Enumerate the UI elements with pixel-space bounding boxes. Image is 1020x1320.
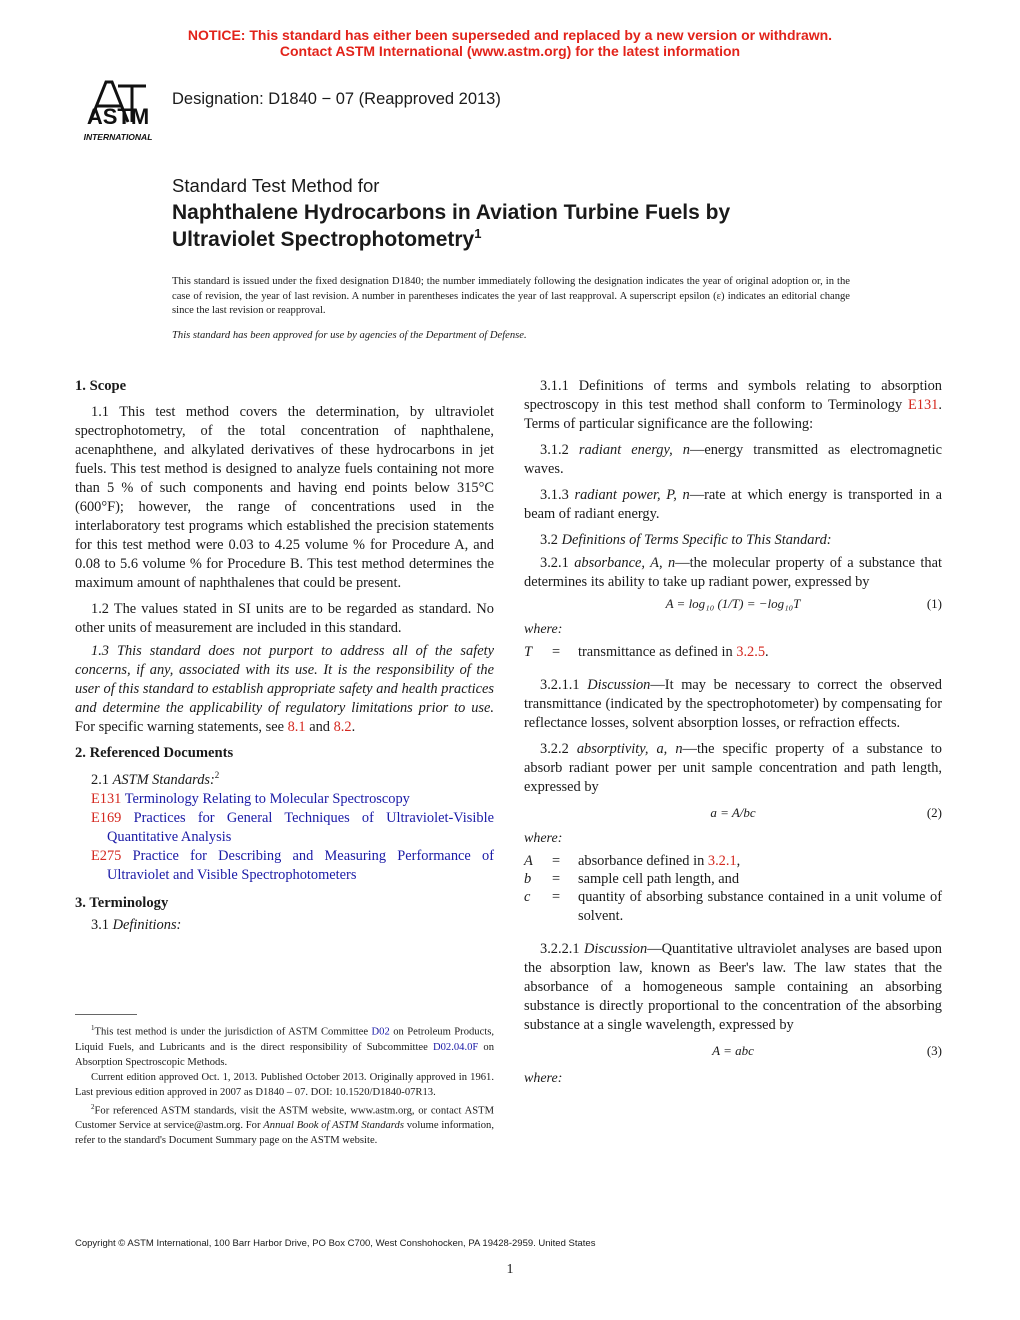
title-footnote-marker[interactable]: 1: [474, 226, 482, 241]
link-3-2-5[interactable]: 3.2.5: [736, 644, 766, 660]
link-d02-04-0f[interactable]: D02.04.0F: [432, 1041, 479, 1053]
link-d02[interactable]: D02: [371, 1026, 390, 1038]
link-8-1[interactable]: 8.1: [287, 719, 306, 735]
right-column: [524, 377, 942, 1088]
para-3-2: 3.2 Definitions of Terms Specific to This Standard:: [540, 532, 832, 548]
para-3-1-3: 3.1.3 radiant power, P, n—rate at which energy is transported in a beam of radiant energy.: [524, 487, 942, 522]
def-b: b = sample cell path length, and: [524, 871, 740, 887]
defense-note: This standard has been approved for use by agencies of the Department of Defense.: [172, 330, 527, 341]
para-3-1: 3.1 Definitions:: [91, 916, 182, 933]
def-c: c = quantity of absorbing substance contained in a unit volume of solvent.: [524, 889, 942, 924]
title-line-2: Naphthalene Hydrocarbons in Aviation Turbine Fuels by: [172, 201, 731, 224]
ref-e169[interactable]: E169 Practices for General Techniques of Ultraviolet-Visible Quantitative Analysis: [91, 809, 494, 845]
footnotes: [75, 1021, 494, 1148]
notice-line-2: Contact ASTM International (www.astm.org) for the latest information: [279, 43, 741, 59]
page-number: 1: [506, 1262, 514, 1277]
standard-note: This standard is issued under the fixed designation D1840; the number immediately following the designation indicates the year of original adoption or, in the case of revision, the year of last revision. A number in parentheses indicates the year of last reapproval. A superscript epsilon (ε) indicates an editorial change since the last revision or reapproval.: [172, 276, 850, 316]
logo-text: INTERNATIONAL: [83, 132, 153, 142]
para-1-1: 1.1 This test method covers the determination, by ultraviolet spectrophotometry, of the total concentration of naphthalene, acenaphthene, and alkylated derivatives of these hydrocarbons in jet fuels. This test method is designed to analyze fuels containing not more than 5 % of such components and having end points below 315°C (600°F); however, the range of concentrations used in the interlaboratory test programs which established the precision statements for this test method were 0.03 to 4.25 volume % for Procedure A, and 0.08 to 5.6 volume % for Procedure B. This test method determines the maximum amount of naphthalenes that could be present.: [75, 404, 494, 591]
footnote-2: $^2$For referenced ASTM standards, visit the ASTM website, www.astm.org, or contact ASTM Customer Service at service@astm.org. For Annual Book of ASTM Standards volume information, refer to the standard's Document Summary page on the ASTM website.: [75, 1102, 494, 1147]
link-3-2-1[interactable]: 3.2.1: [707, 853, 737, 869]
def-T: T = transmittance as defined in 3.2.5.: [524, 644, 769, 660]
refdocs-heading: 2. Referenced Documents: [75, 745, 234, 761]
equation-1: A = log₁₀ (1/T) = −log₁₀T (1): [665, 596, 942, 611]
para-1-2: 1.2 The values stated in SI units are to be regarded as standard. No other units of measurement are included in this standard.: [75, 601, 494, 636]
para-3-2-2-1: 3.2.2.1 Discussion—Quantitative ultraviolet analyses are based upon the absorption law, known as Beer's law. The law states that the absorbance of a homogeneous sample containing an absorbing substance is directly proportional to the concentration of the absorbing substance at a single wavelength, expressed by: [524, 941, 942, 1033]
footnote-1: $^1$This test method is under the jurisdiction of ASTM Committee D02 on Petroleum Products, Liquid Fuels, and Lubricants and is the direct responsibility of Subcommittee D02.04.0F on Absorption Spectroscopic Methods.: [75, 1024, 494, 1068]
designation: Designation: D1840 − 07 (Reapproved 2013): [172, 90, 501, 108]
ref-e275[interactable]: E275 Practice for Describing and Measuring Performance of Ultraviolet and Visible Spectrophotometers: [91, 847, 494, 883]
para-2-1: 2.1 ASTM Standards:$^2$: [91, 770, 220, 788]
where-2: where:: [524, 831, 563, 846]
terminology-heading: 3. Terminology: [75, 894, 169, 911]
def-A: A = absorbance defined in 3.2.1,: [524, 853, 741, 869]
astm-logo: [76, 76, 160, 142]
para-3-2-2: 3.2.2 absorptivity, a, n—the specific property of a substance to absorb radiant power per unit sample concentration and path length, expressed by: [524, 741, 942, 795]
footnote-1-edition: Current edition approved Oct. 1, 2013. Published October 2013. Originally approved in 1961. Last previous edition approved in 2007 as D1840 – 07. DOI: 10.1520/D1840-07R13.: [75, 1071, 494, 1098]
where-1: where:: [524, 622, 563, 637]
para-3-2-1-1: 3.2.1.1 Discussion—It may be necessary to correct the observed transmittance (indicated by the spectrophotometer) by compensating for reflectance losses, solvent absorption losses, or refraction effects.: [524, 677, 942, 731]
para-3-2-1: 3.2.1 absorbance, A, n—the molecular property of a substance that determines its ability to take up radiant power, expressed by: [524, 555, 942, 590]
scope-heading: 1. Scope: [75, 378, 127, 394]
equation-2: a = A/bc (2): [710, 805, 942, 820]
footnote-rule: [75, 1014, 137, 1015]
title-main: [172, 199, 892, 253]
para-3-1-1: 3.1.1 Definitions of terms and symbols relating to absorption spectroscopy in this test method shall conform to Terminology E131. Terms of particular significance are the following:: [524, 378, 942, 432]
link-8-2[interactable]: 8.2: [333, 719, 352, 735]
para-1-3: 1.3 This standard does not purport to address all of the safety concerns, if any, associated with its use. It is the responsibility of the user of this standard to establish appropriate safety and health practices and determine the applicability of regulatory limitations prior to use. For specific warning statements, see 8.1 and 8.2.: [75, 643, 494, 735]
left-column: [75, 377, 494, 935]
equation-3: A = abc (3): [712, 1043, 942, 1058]
title-line-3: Ultraviolet Spectrophotometry$^1$: [172, 226, 482, 251]
where-3: where:: [524, 1071, 563, 1086]
title-line-1: Standard Test Method for: [172, 175, 380, 196]
svg-text:ASTM: ASTM: [86, 104, 150, 129]
copyright: Copyright © ASTM International, 100 Barr Harbor Drive, PO Box C700, West Conshohocken, PA 19428-2959. United States: [75, 1238, 596, 1249]
ref-e131[interactable]: E131 Terminology Relating to Molecular Spectroscopy: [91, 790, 410, 807]
notice-line-1: NOTICE: This standard has either been superseded and replaced by a new version or withdrawn.: [187, 27, 833, 43]
para-3-1-2: 3.1.2 radiant energy, n—energy transmitted as electromagnetic waves.: [524, 442, 942, 477]
link-e131[interactable]: E131: [908, 397, 939, 413]
